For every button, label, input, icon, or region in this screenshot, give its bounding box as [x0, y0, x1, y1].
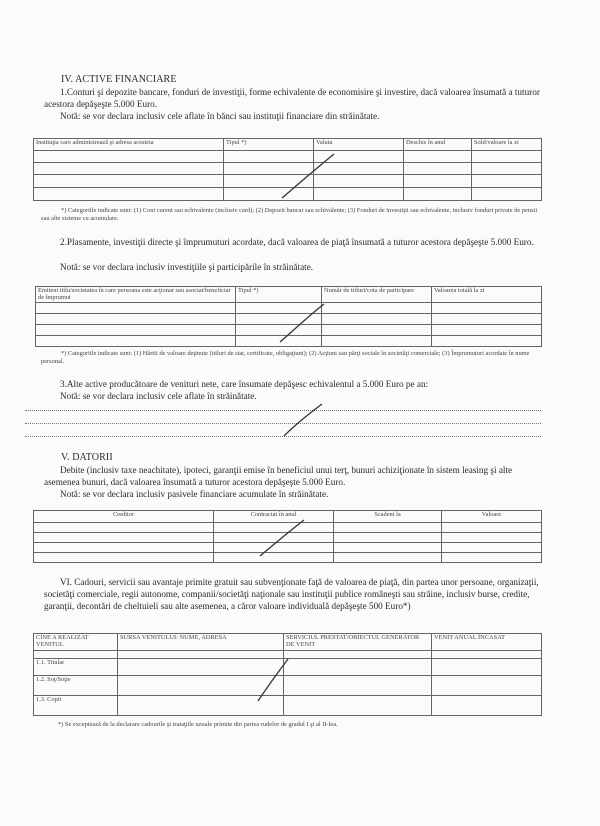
section-iv-1-note: Notă: se vor declara inclusiv cele aflate în bănci sau instituţii financiare din străinătate. [60, 111, 380, 121]
section-iv-2-text: 2.Plasamente, investiţii directe şi împrumuturi acordate, dacă valoarea de piaţă însumată a tuturor acestora depăşeşte 5.000 Euro. [60, 237, 534, 247]
row-label-children: 1.3. Copii [34, 696, 118, 716]
col-header-contracted-year: Contractat în anul [214, 511, 334, 523]
col-header-source: SURSA VENITULUI: NUME, ADRESA [118, 634, 284, 651]
section-iv-2-note: Notă: se vor declara inclusiv investiţiile şi participările în străinătate. [60, 262, 314, 272]
section-iv-3-text: 3.Alte active producătoare de venituri nete, care însumate depăşesc echivalentul a 5.000 Euro pe an: [60, 379, 429, 389]
cancel-slash-mark [278, 150, 338, 202]
col-header-total-value: Valoarea totală la zi [432, 287, 542, 303]
col-header-value: Valoare [442, 511, 542, 523]
section-iv-1-text: 1.Conturi şi depozite bancare, fonduri de investiţii, forme echivalente de economisire şi investire, dacă valoarea însumată a tuturor acestora depăşeşte 5.000 Euro. [44, 87, 540, 109]
col-header-due-date: Scadent la [334, 511, 442, 523]
col-header-type: Tipul *) [224, 139, 314, 151]
section-v-note: Notă: se vor declara inclusiv pasivele financiare acumulate în străinătate. [60, 489, 329, 499]
row-label-holder: 1.1. Titular [34, 659, 118, 676]
cancel-slash-mark [276, 300, 328, 346]
section-vi-footnote: *) Se exceptează de la declarare cadourile şi trataţiile uzuale primite din partea rudelor de gradul I şi al II-lea. [58, 721, 338, 728]
col-header-type: Tipul *) [236, 287, 322, 303]
col-header-opened-year: Deschis în anul [404, 139, 472, 151]
col-header-annual-income: VENIT ANUAL ÎNCASAT [432, 634, 542, 651]
section-v-title: V. DATORII [61, 452, 113, 463]
cancel-slash-mark [280, 400, 326, 440]
section-iv-2-footnote: *) Categoriile indicate sunt: (1) Hârtii de valoare deţinute (titluri de stat, certificate, obligaţiuni); (2) Acţiuni sau părţi sociale în societăţi comerciale; (3) Împrumuturi acordate în nume personal. [41, 350, 530, 365]
section-v-text: Debite (inclusiv taxe neachitate), ipoteci, garanţii emise în beneficiul unui terţ, bunuri achiziţionate în sistem leasing şi alte asemenea bunuri, dacă valoarea însumată a tuturor acestora depăşeşte 5.000 Euro. [44, 465, 513, 487]
cancel-slash-mark [256, 516, 308, 560]
col-header-issuer: Emitent titlu/societatea în care persoana este acţionar sau asociat/beneficiar de împrumut [36, 287, 236, 303]
cancel-slash-mark [254, 655, 294, 705]
section-iv-3-note: Notă: se vor declara inclusiv cele aflate în străinătate. [60, 391, 257, 401]
section-iv-title: IV. ACTIVE FINANCIARE [61, 74, 177, 85]
col-header-service: SERVICIUL PRESTAT/OBIECTUL GENERATOR DE VENIT [284, 634, 432, 651]
row-label-spouse: 1.2. Soţ/Soţie [34, 676, 118, 696]
col-header-institution: Instituţia care administrează şi adresa acesteia [34, 139, 224, 151]
col-header-balance: Sold/valoare la zi [472, 139, 542, 151]
section-vi-text: VI. Cadouri, servicii sau avantaje primite gratuit sau subvenţionate faţă de valoarea de piaţă, din partea unor persoane, organizaţii, societăţi comerciale, regii autonome, companii/societăţi naţionale sau instituţii publice româneşti sau străine, inclusiv burse, credite, garanţii, decontări de cheltuieli sau alte asemenea, a căror valoare individuală depăşeşte 500 Euro*) [44, 577, 539, 611]
col-header-creditor: Creditor [34, 511, 214, 523]
col-header-currency: Valuta [314, 139, 404, 151]
section-iv-1-footnote: *) Categoriile indicate sunt: (1) Cont curent sau echivalente (inclusiv card); (2) Depozit bancar sau echivalente; (3) Fonduri de investiţii sau echivalente, inclusiv fonduri private de pensii sau alte sisteme cu acumulare. [41, 207, 538, 222]
col-header-recipient: CINE A REALIZAT VENITUL [34, 634, 118, 651]
col-header-shares: Număr de titluri/cota de participare [322, 287, 432, 303]
